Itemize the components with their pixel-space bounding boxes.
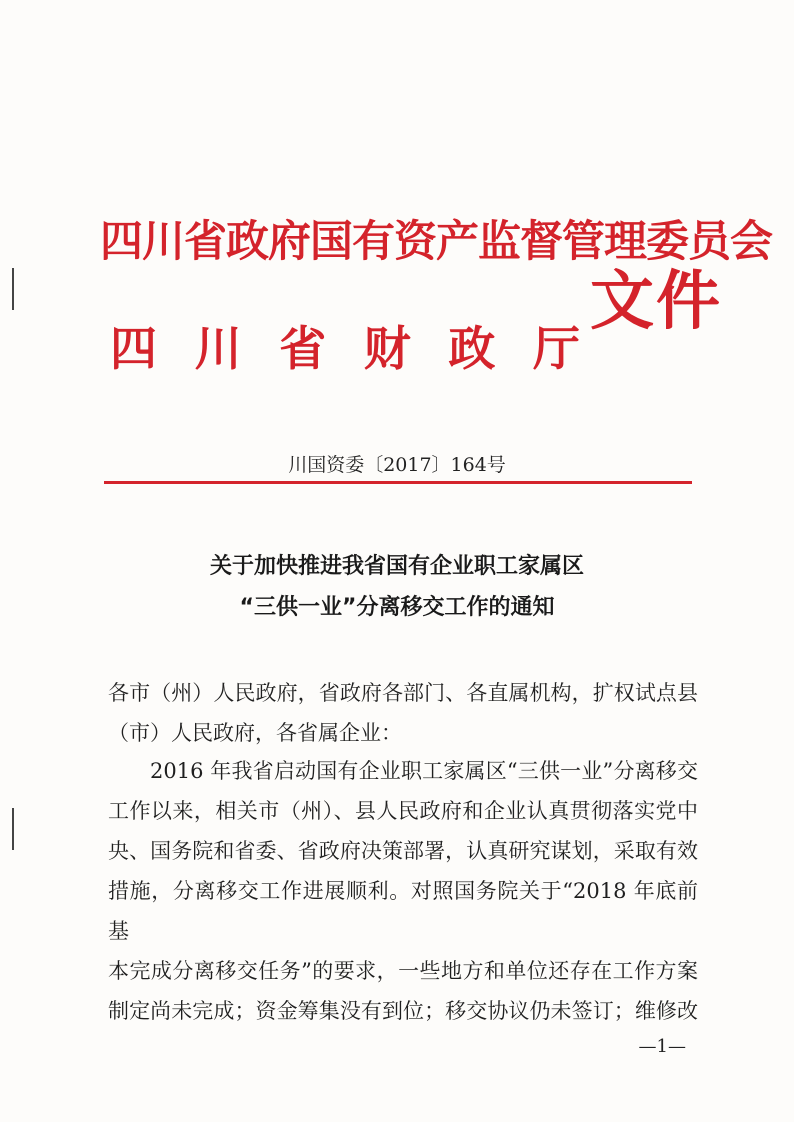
body-line: 本完成分离移交任务”的要求，一些地方和单位还存在工作方案 (108, 959, 698, 983)
issuer-char: 四 (110, 322, 157, 377)
document-title-line1: 关于加快推进我省国有企业职工家属区 (209, 554, 584, 579)
document-title-line2: “三供一业”分离移交工作的通知 (239, 595, 555, 620)
body-line: 措施，分离移交工作进展顺利。对照国务院关于“2018 年底前基 (108, 879, 698, 943)
issuer-char: 川 (194, 322, 242, 377)
addressee-line: （市）人民政府，各省属企业： (108, 721, 402, 745)
document-word: 文件 (590, 265, 722, 339)
addressee (108, 673, 698, 753)
body-line: 央、国务院和省委、省政府决策部署，认真研究谋划，采取有效 (108, 839, 698, 863)
document-number: 川国资委〔2017〕164号 (288, 454, 506, 476)
binding-mark-top (12, 268, 14, 310)
page-number: —1— (638, 1036, 686, 1057)
issuer-char: 政 (448, 322, 496, 377)
addressee-line: 各市（州）人民政府，省政府各部门、各直属机构，扩权试点县 (108, 681, 698, 705)
binding-mark-bottom (12, 808, 14, 850)
issuer-name-sasac: 四川省政府国有资产监督管理委员会 (100, 217, 772, 267)
issuer-name-finance-dept (110, 312, 580, 379)
body-line: 2016 年我省启动国有企业职工家属区“三供一业”分离移交 (150, 759, 698, 783)
issuer-char: 省 (279, 322, 327, 377)
body-paragraph (108, 751, 698, 1031)
body-line: 工作以来，相关市（州）、县人民政府和企业认真贯彻落实党中 (108, 799, 698, 823)
red-divider (104, 481, 692, 484)
issuer-char: 财 (363, 322, 411, 377)
body-line: 制定尚未完成；资金筹集没有到位；移交协议仍未签订；维修改 (108, 999, 698, 1023)
issuer-char: 厅 (532, 322, 580, 377)
